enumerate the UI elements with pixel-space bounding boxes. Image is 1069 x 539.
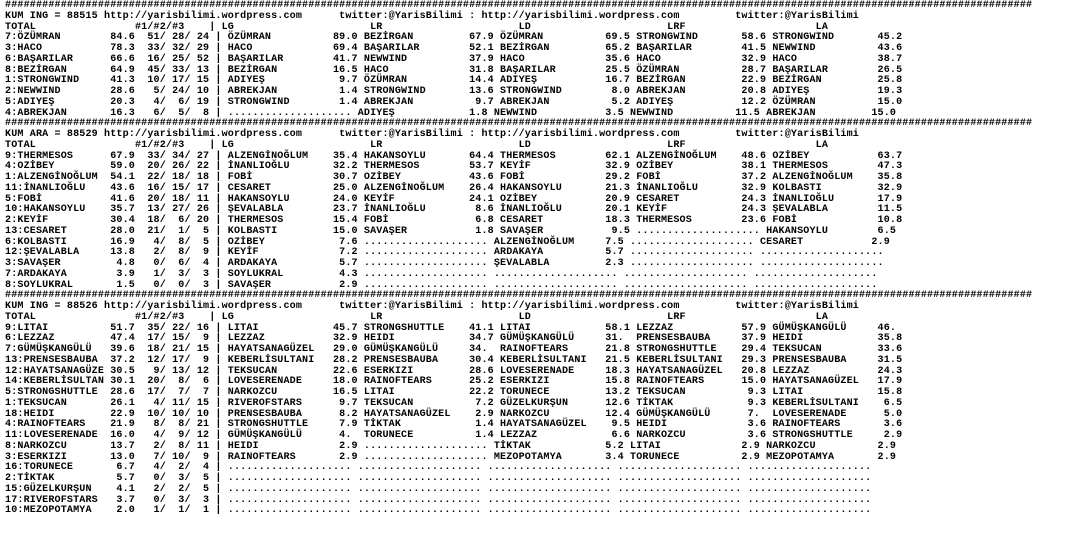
result-row: 5:ADIYEŞ 20.3 4/ 6/ 19 | STRONGWIND 1.4 ABREKJAN 9.7 ABREKJAN 5.2 ADIYEŞ 12.2 ÖZÜMRAN 15.0: [5, 96, 903, 108]
section-divider: ######################################################################################################################################################################: [5, 0, 1033, 11]
race-header-line: KUM ARA = 88529 http://yarisbilimi.wordpress.com twitter:@YarisBilimi : http://yarisbilimi.wordpress.com twitter:@YarisBilimi: [5, 129, 859, 140]
result-row: 6:KOLBASTI 16.9 4/ 8/ 5 | OZİBEY 7.6 .................... ALZENGİNOĞLUM 7.5 .................... CESARET 2.9: [5, 236, 890, 248]
result-row: 1:STRONGWIND 41.3 10/ 17/ 15 | ADIYEŞ 9.7 ÖZÜMRAN 14.4 ADIYEŞ 16.7 BEZİRGAN 22.9 BEZİRGAN 25.8: [5, 75, 903, 87]
result-row: 12:ŞEVALABLA 13.8 2/ 8/ 9 | KEYİF 7.2 .................... ARDAKAYA 5.7 .................... ....................: [5, 247, 884, 259]
result-row: 14:KEBERLİSULTAN 30.1 20/ 8/ 6 | LOVESERENADE 18.0 RAINOFTEARS 25.2 ESERKIZI 15.8 RAINOFTEARS 15.0 HAYATSANAGÜZEL 17.9: [5, 376, 903, 388]
result-row: 1:ALZENGİNOĞLUM 54.1 22/ 18/ 18 | FOBİ 30.7 OZİBEY 43.6 FOBİ 29.2 FOBİ 37.2 ALZENGİNOĞLUM 35.8: [5, 172, 903, 183]
result-row: 5:FOBİ 41.6 20/ 18/ 11 | HAKANSOYLU 24.0 KEYİF 24.1 OZİBEY 20.9 CESARET 24.3 İNANLIOĞLU 17.9: [5, 193, 903, 205]
result-row: 12:HAYATSANAGÜZE 30.5 9/ 13/ 12 | TEKSUCAN 22.6 ESERKIZI 28.6 LOVESERENADE 18.3 HAYATSANAGÜZEL 20.8 LEZZAZ 24.3: [5, 365, 903, 377]
column-header-line: TOTAL #1/#2/#3 | LG LR LD LRF LA: [5, 139, 829, 151]
result-row: 4:OZİBEY 59.0 20/ 26/ 22 | İNANLIOĞLU 32.2 THERMESOS 53.7 KEYİF 32.9 OZİBEY 38.1 THERMESOS 47.3: [5, 161, 903, 173]
result-row: 7:ARDAKAYA 3.9 1/ 3/ 3 | SOYLUKRAL 4.3 .................... .................... .................... ....................: [5, 268, 878, 280]
result-row: 11:İNANLIOĞLU 43.6 16/ 15/ 17 | CESARET 25.0 ALZENGİNOĞLUM 26.4 HAKANSOYLU 21.3 İNANLIOĞLU 32.9 KOLBASTI 32.9: [5, 182, 903, 194]
result-row: 4:ABREKJAN 16.3 6/ 5/ 8 | .................... ADIYEŞ 1.8 NEWWIND 3.5 NEWWIND 11.5 ABREKJAN 15.0: [5, 107, 897, 119]
result-row: 3:HACO 78.3 33/ 32/ 29 | HACO 69.4 BAŞARILAR 52.1 BEZİRGAN 65.2 BAŞARILAR 41.5 NEWWIND 43.6: [5, 43, 903, 54]
race-header-line: KUM ING = 88526 http://yarisbilimi.wordpress.com twitter:@YarisBilimi : http://yarisbilimi.wordpress.com twitter:@YarisBilimi: [5, 301, 859, 312]
result-row: 8:BEZİRGAN 64.9 45/ 33/ 13 | BEZİRGAN 16.5 HACO 31.8 BAŞARILAR 25.5 ÖZÜMRAN 28.7 BAŞARILAR 26.5: [5, 64, 903, 76]
result-row: 7:GÜMÜŞKANGÜLÜ 39.6 18/ 21/ 15 | HAYATSANAGÜZEL 29.0 GÜMÜŞKANGÜLÜ 34. RAINOFTEARS 21.8 STRONGSHUTTLE 29.4 TEKSUCAN 33.6: [5, 344, 903, 355]
result-row: 3:ESERKIZI 13.0 7/ 10/ 9 | RAINOFTEARS 2.9 .................... MEZOPOTAMYA 3.4 TORUNECE 2.9 MEZOPOTAMYA 2.9: [5, 451, 897, 463]
section-divider: ######################################################################################################################################################################: [5, 290, 1033, 302]
result-row: 5:STRONGSHUTTLE 28.6 17/ 7/ 7 | NARKOZCU 16.5 LITAI 22.2 TORUNECE 13.2 TEKSUCAN 9.3 LITAI 15.8: [5, 387, 903, 398]
result-row: 9:LITAI 51.7 35/ 22/ 16 | LITAI 45.7 STRONGSHUTTLE 41.1 LITAI 58.1 LEZZAZ 57.9 GÜMÜŞKANGÜLÜ 46.: [5, 322, 897, 334]
result-row: 9:THERMESOS 67.9 33/ 34/ 27 | ALZENGİNOĞLUM 35.4 HAKANSOYLU 64.4 THERMESOS 62.1 ALZENGİNOĞLUM 48.6 OZİBEY 63.7: [5, 150, 903, 162]
result-row: 2:KEYİF 30.4 18/ 6/ 20 | THERMESOS 15.4 FOBİ 6.8 CESARET 18.3 THERMESOS 23.6 FOBİ 10.8: [5, 215, 903, 226]
result-row: 7:ÖZÜMRAN 84.6 51/ 28/ 24 | ÖZÜMRAN 89.0 BEZİRGAN 67.9 ÖZÜMRAN 69.5 STRONGWIND 58.6 STRONGWIND 45.2: [5, 32, 903, 44]
section-divider: ######################################################################################################################################################################: [5, 118, 1033, 130]
result-row: 8:SOYLUKRAL 1.5 0/ 0/ 3 | SAVAŞER 2.9 .................... .................... .................... ....................: [5, 279, 878, 291]
result-row: 18:HEIDI 22.9 10/ 10/ 10 | PRENSESBAUBA 8.2 HAYATSANAGÜZEL 2.9 NARKOZCU 12.4 GÜMÜŞKANGÜLÜ 7. LOVESERENADE 5.0: [5, 408, 903, 420]
result-row: 8:NARKOZCU 13.7 2/ 8/ 11 | HEIDI 2.9 .................... TİKTAK 5.2 LITAI 2.9 NARKOZCU 2.9: [5, 440, 897, 452]
race-header-line: KUM ING = 88515 http://yarisbilimi.wordpress.com twitter:@YarisBilimi : http://yarisbilimi.wordpress.com twitter:@YarisBilimi: [5, 10, 859, 22]
result-row: 11:LOVESERENADE 16.0 4/ 9/ 12 | GÜMÜŞKANGÜLÜ 4. TORUNECE 1.4 LEZZAZ 6.6 NARKOZCU 3.6 STRONGSHUTTLE 2.9: [5, 430, 903, 441]
column-header-line: TOTAL #1/#2/#3 | LG LR LD LRF LA: [5, 21, 829, 33]
result-row: 3:SAVAŞER 4.8 0/ 6/ 4 | ARDAKAYA 5.7 .................... ŞEVALABLA 2.3 .................... ....................: [5, 258, 884, 269]
result-row: 1:TEKSUCAN 26.1 4/ 11/ 15 | RIVEROFSTARS 9.7 TEKSUCAN 7.2 GÜZELKURŞUN 12.6 TİKTAK 9.3 KEBERLİSULTANI 6.5: [5, 397, 903, 409]
result-row: 6:LEZZAZ 47.4 17/ 15/ 9 | LEZZAZ 32.9 HEIDI 34.7 GÜMÜŞKANGÜLÜ 31. PRENSESBAUBA 37.9 HEIDI 35.8: [5, 333, 903, 345]
result-row: 17:RIVEROFSTARS 3.7 0/ 3/ 3 | .................... .................... .................... .................... ....................: [5, 494, 872, 506]
result-row: 13:PRENSESBAUBA 37.2 12/ 17/ 9 | KEBERLİSULTANI 28.2 PRENSESBAUBA 30.4 KEBERLİSULTANI 21.5 KEBERLİSULTANI 29.3 PRENSESBAUBA 31.5: [5, 354, 903, 366]
result-row: 2:NEWWIND 28.6 5/ 24/ 10 | ABREKJAN 1.4 STRONGWIND 13.6 STRONGWIND 8.0 ABREKJAN 20.8 ADIYEŞ 19.3: [5, 86, 903, 97]
result-row: 15:GÜZELKURŞUN 4.1 2/ 2/ 5 | .................... .................... .................... .................... ....................: [5, 483, 872, 495]
result-row: 4:RAINOFTEARS 21.9 8/ 8/ 21 | STRONGSHUTTLE 7.9 TİKTAK 1.4 HAYATSANAGÜZEL 9.5 HEIDI 3.6 RAINOFTEARS 3.6: [5, 419, 903, 431]
result-row: 13:CESARET 28.0 21/ 1/ 5 | KOLBASTI 15.0 SAVAŞER 1.8 SAVAŞER 9.5 .................... HAKANSOYLU 6.5: [5, 225, 897, 237]
result-row: 16:TORUNECE 6.7 4/ 2/ 4 | .................... .................... .................... .................... ....................: [5, 462, 872, 474]
result-row: 10:MEZOPOTAMYA 2.0 1/ 1/ 1 | .................... .................... .................... .................... ....................: [5, 505, 872, 517]
result-row: 10:HAKANSOYLU 35.7 13/ 27/ 26 | ŞEVALABLA 23.7 İNANLIOĞLU 8.6 İNANLIOĞLU 20.1 KEYİF 24.3 ŞEVALABLA 11.5: [5, 204, 903, 216]
result-row: 6:BAŞARILAR 66.6 16/ 25/ 52 | BAŞARILAR 41.7 NEWWIND 37.9 HACO 35.6 HACO 32.9 HACO 38.7: [5, 53, 903, 65]
result-row: 2:TİKTAK 5.7 0/ 3/ 5 | .................... .................... .................... .................... ....................: [5, 473, 872, 484]
column-header-line: TOTAL #1/#2/#3 | LG LR LD LRF LA: [5, 311, 829, 323]
